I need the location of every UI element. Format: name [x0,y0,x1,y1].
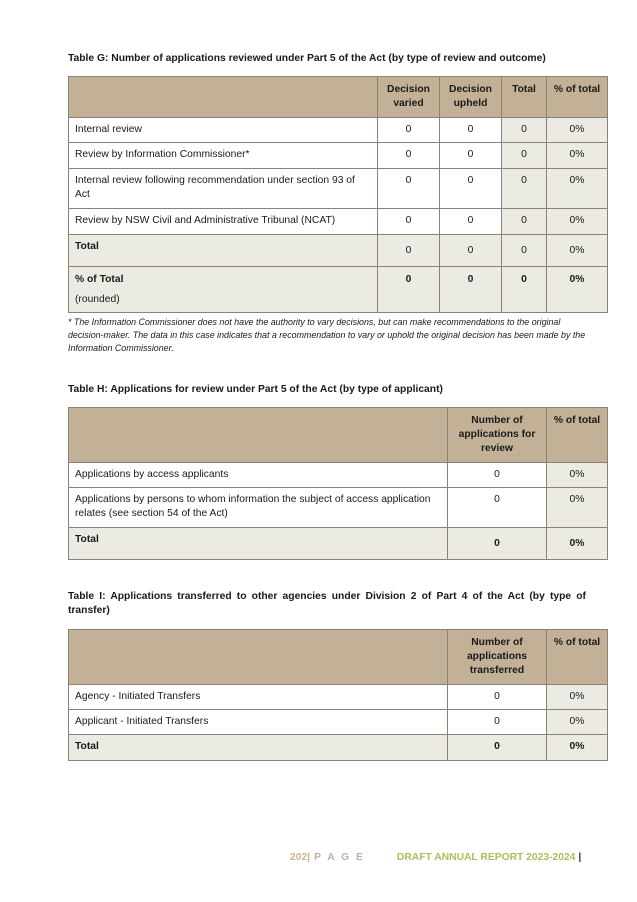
table-row [69,710,608,735]
table-g [68,76,608,313]
total-pct: 0% [547,528,608,560]
total-pct: 0% [547,735,608,761]
row-label: Applications by persons to whom information the subject of access application relates (see section 54 of the Act) [69,488,448,528]
cell-total: 0 [502,118,547,143]
table-i-caption: Table I: Applications transferred to other agencies under Division 2 of Part 4 of the Act (by type of transfer) [68,591,586,616]
total-total: 0 [502,235,547,267]
total-label: Total [69,235,378,267]
cell-total: 0 [502,169,547,209]
cell-varied: 0 [378,169,440,209]
table-g-header-blank [69,77,378,118]
cell-count: 0 [448,488,547,528]
pct-total-label-cell [69,267,378,313]
cell-count: 0 [448,710,547,735]
cell-varied: 0 [378,118,440,143]
cell-pct: 0% [547,169,608,209]
total-label: Total [69,735,448,761]
cell-pct: 0% [547,209,608,235]
table-g-caption: Table G: Number of applications reviewed under Part 5 of the Act (by type of review and outcome) [68,53,546,64]
cell-upheld: 0 [440,209,502,235]
table-g-footnote: * The Information Commissioner does not have the authority to vary decisions, but can make recommendations to the original decision-maker. The data in this case indicates that a recommendation to vary or uphold the original decision has been made by the Information Commissioner. [68,317,586,353]
report-title: DRAFT ANNUAL REPORT 2023-2024 [396,852,576,863]
cell-upheld: 0 [440,118,502,143]
cell-total: 0 [502,143,547,169]
total-count: 0 [448,735,547,761]
table-row [69,463,608,488]
table-h-header-pct: % of total [547,408,608,463]
table-row [69,685,608,710]
total-label: Total [69,528,448,560]
page-number: 202| [290,852,311,863]
table-g-total-row [69,235,608,267]
cell-count: 0 [448,463,547,488]
table-g-header-upheld: Decision upheld [440,77,502,118]
cell-count: 0 [448,685,547,710]
table-row [69,118,608,143]
table-h-header-blank [69,408,448,463]
table-i-header-count: Number of applications transferred [448,630,547,685]
table-g-header-total: Total [502,77,547,118]
pct-total-upheld: 0 [440,267,502,313]
page-footer [290,852,581,863]
row-label: Review by Information Commissioner* [69,143,378,169]
table-g-header-varied: Decision varied [378,77,440,118]
table-h [68,407,608,560]
table-i-header-pct: % of total [547,630,608,685]
total-upheld: 0 [440,235,502,267]
cell-upheld: 0 [440,169,502,209]
table-h-total-row [69,528,608,560]
table-row [69,143,608,169]
pct-total-pct: 0% [547,267,608,313]
cell-pct: 0% [547,143,608,169]
cell-pct: 0% [547,710,608,735]
table-i-total-row [69,735,608,761]
pct-total-varied: 0 [378,267,440,313]
total-count: 0 [448,528,547,560]
table-row [69,209,608,235]
cell-pct: 0% [547,463,608,488]
cell-total: 0 [502,209,547,235]
row-label: Agency - Initiated Transfers [69,685,448,710]
table-i-header-row [69,630,608,685]
row-label: Review by NSW Civil and Administrative Tribunal (NCAT) [69,209,378,235]
row-label: Internal review following recommendation under section 93 of Act [69,169,378,209]
table-row [69,488,608,528]
cell-varied: 0 [378,209,440,235]
cell-pct: 0% [547,488,608,528]
total-pct: 0% [547,235,608,267]
table-h-caption: Table H: Applications for review under Part 5 of the Act (by type of applicant) [68,384,443,395]
table-g-pct-row [69,267,608,313]
cell-pct: 0% [547,118,608,143]
total-varied: 0 [378,235,440,267]
pct-total-label: % of Total [75,274,124,285]
footer-separator: | [578,852,582,863]
pct-total-sublabel: (rounded) [75,294,120,305]
table-h-header-count: Number of applications for review [448,408,547,463]
table-i [68,629,608,761]
table-h-header-row [69,408,608,463]
page-word: P A G E [314,852,365,863]
row-label: Applicant - Initiated Transfers [69,710,448,735]
row-label: Internal review [69,118,378,143]
cell-upheld: 0 [440,143,502,169]
cell-varied: 0 [378,143,440,169]
cell-pct: 0% [547,685,608,710]
table-g-header-pct: % of total [547,77,608,118]
table-g-header-row [69,77,608,118]
pct-total-total: 0 [502,267,547,313]
row-label: Applications by access applicants [69,463,448,488]
table-row [69,169,608,209]
table-i-header-blank [69,630,448,685]
